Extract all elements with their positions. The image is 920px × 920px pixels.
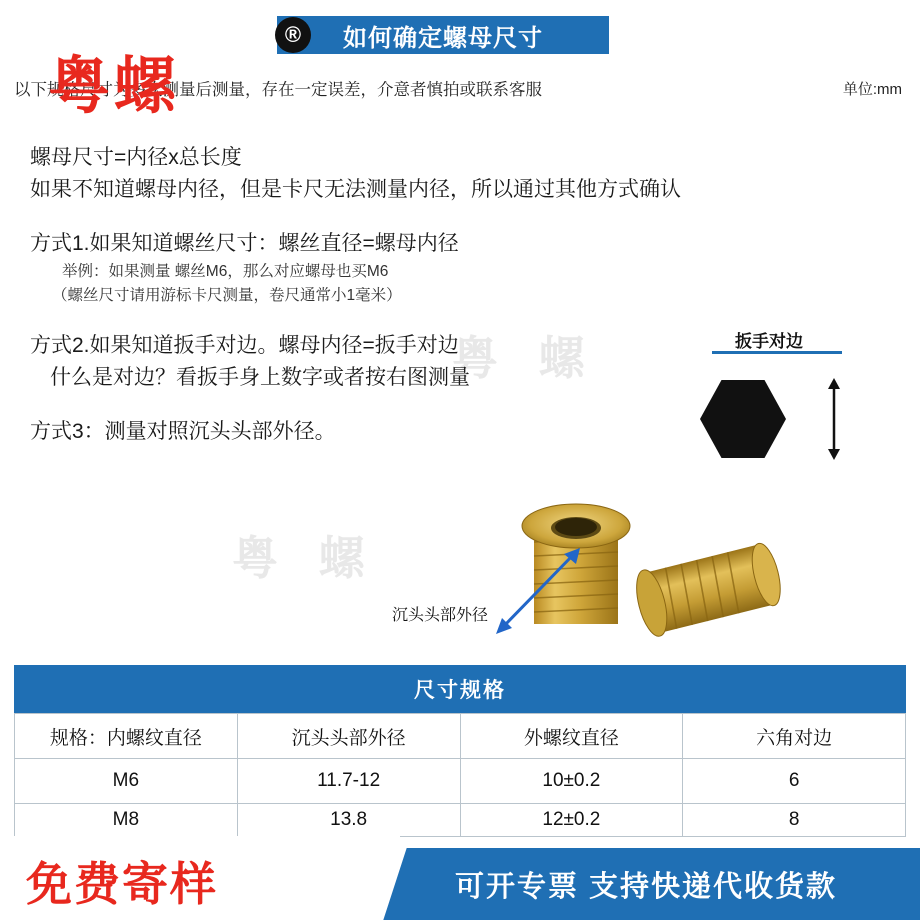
spec-table-section (14, 665, 906, 837)
method-2-title: 方式2.如果知道扳手对边。螺母内径=扳手对边 (30, 334, 459, 357)
page-title: 如何确定螺母尺寸 (343, 24, 543, 52)
spec-table (14, 713, 906, 837)
watermark-text: 粤 螺 (452, 332, 599, 384)
table-cell: 10±0.2 (460, 759, 683, 804)
watermark-text: 粤 螺 (232, 532, 379, 584)
header-banner (277, 16, 609, 54)
table-row (15, 804, 906, 837)
table-cell: M6 (15, 759, 238, 804)
header-subline: 以下规格尺寸为多次测量后测量，存在一定误差，介意者慎拍或联系客服 (14, 81, 542, 99)
table-cell: 8 (683, 804, 906, 837)
table-header-cell: 六角对边 (683, 714, 906, 759)
table-cell: 12±0.2 (460, 804, 683, 837)
footer-right-text: 可开专票 支持快递代收货款 (454, 870, 838, 903)
table-cell: 11.7-12 (237, 759, 460, 804)
table-header-cell: 外螺纹直径 (460, 714, 683, 759)
footer-banner (0, 836, 920, 920)
spacer (30, 206, 910, 228)
hex-label-underline (712, 351, 842, 354)
double-arrow-icon (826, 378, 842, 460)
footer-free-sample-text: 免费寄样 (26, 857, 218, 911)
wrench-across-flats-label: 扳手对边 (735, 332, 803, 351)
intro-line: 如果不知道螺母内径，但是卡尺无法测量内径，所以通过其他方式确认 (30, 178, 681, 201)
table-header-cell: 沉头头部外径 (237, 714, 460, 759)
table-row (15, 759, 906, 804)
table-header-row (15, 714, 906, 759)
brand-logo: 粤螺 (48, 49, 181, 122)
method-3-title: 方式3：测量对照沉头头部外径。 (30, 420, 336, 443)
method-2-sub: 什么是对边？看扳手身上数字或者按右图测量 (50, 366, 470, 389)
table-cell: M8 (15, 804, 238, 837)
unit-label: 单位:mm (842, 81, 902, 98)
nut-head-od-caption: 沉头头部外径 (392, 607, 489, 624)
method-1-note-1: 举例：如果测量 螺丝M6，那么对应螺母也买M6 (62, 263, 389, 280)
instructions-block (30, 142, 910, 448)
table-cell: 13.8 (237, 804, 460, 837)
footer-right-panel (372, 848, 920, 920)
registered-trademark-icon: ® (275, 17, 311, 53)
formula-line: 螺母尺寸=内径x总长度 (30, 146, 242, 169)
table-cell: 6 (683, 759, 906, 804)
spec-table-title: 尺寸规格 (14, 665, 906, 713)
method-1-note-2: （螺丝尺寸请用游标卡尺测量，卷尺通常小1毫米） (52, 287, 402, 304)
table-header-cell: 规格：内螺纹直径 (15, 714, 238, 759)
method-1-title: 方式1.如果知道螺丝尺寸：螺丝直径=螺母内径 (30, 232, 459, 255)
dimension-arrow-icon (496, 548, 586, 636)
